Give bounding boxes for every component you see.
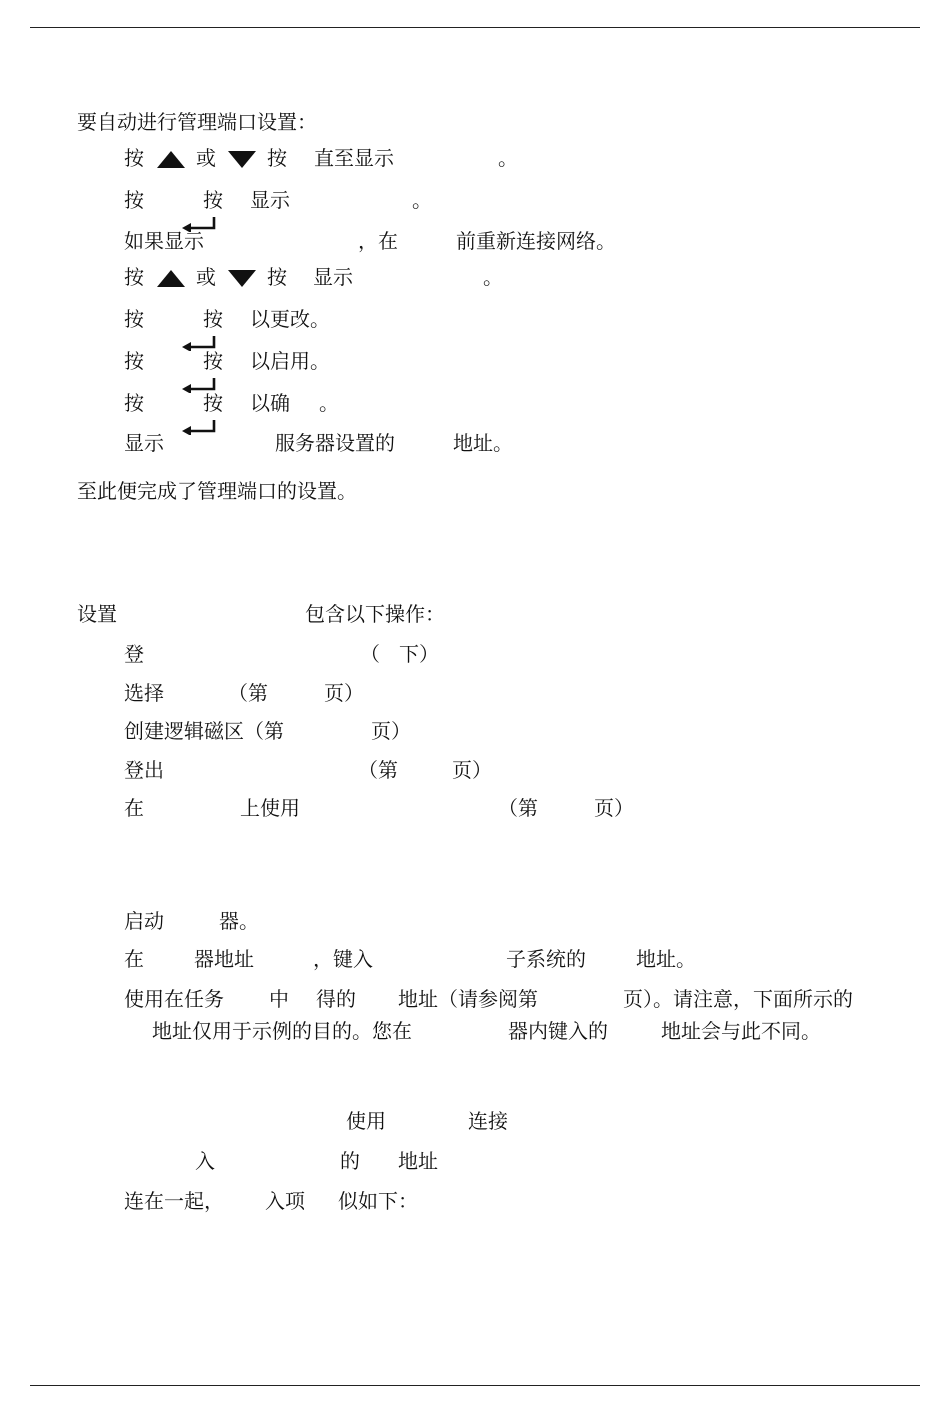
step4-text-c: 按 bbox=[267, 265, 287, 289]
step1-text-b: 或 bbox=[196, 146, 216, 170]
item4-text-c: 页） bbox=[452, 758, 492, 782]
down-arrow-icon bbox=[228, 151, 256, 171]
step3-text-a: 如果显示 bbox=[124, 229, 204, 253]
down-arrow-icon bbox=[228, 270, 256, 290]
s4-line1-text-a: 使用 bbox=[346, 1109, 386, 1133]
step2-text-c: 显示 bbox=[250, 188, 290, 212]
section3-step3-cont bbox=[152, 1019, 821, 1101]
s3-step3b-text-b: 器内键入的 bbox=[508, 1019, 608, 1043]
s3-step1-text-a: 启动 bbox=[124, 909, 164, 933]
item4-text-b: （第 bbox=[358, 758, 398, 782]
step7-text-a: 按 bbox=[124, 391, 144, 415]
step2-text-b: 按 bbox=[203, 188, 223, 212]
step6-text-c: 以启用。 bbox=[250, 349, 330, 373]
s4-line2-text-a: 入 bbox=[195, 1149, 215, 1173]
s3-step2-text-b: 器地址 bbox=[194, 947, 254, 971]
up-arrow-icon bbox=[157, 151, 185, 171]
item3-text-a: 创建逻辑磁区（第 bbox=[124, 719, 284, 743]
item1-text-a: 登 bbox=[124, 642, 144, 666]
s3-step3-text-d: 地址（请参阅第 bbox=[398, 987, 538, 1011]
step4-text-d: 显示 bbox=[313, 265, 353, 289]
step2-text-a: 按 bbox=[124, 188, 144, 212]
step4-text-e: 。 bbox=[483, 265, 503, 289]
step8-text-a: 显示 bbox=[124, 431, 164, 455]
step1-text-a: 按 bbox=[124, 146, 144, 170]
step5-text-b: 按 bbox=[203, 307, 223, 331]
bottom-rule bbox=[30, 1385, 920, 1386]
step2-text-d: 。 bbox=[412, 188, 432, 212]
step5-text-c: 以更改。 bbox=[250, 307, 330, 331]
section4-line3 bbox=[124, 1189, 418, 1271]
section2-intro bbox=[77, 602, 445, 664]
up-arrow-icon bbox=[157, 270, 185, 290]
section2-intro-b: 包含以下操作： bbox=[305, 602, 445, 626]
step8-text-c: 地址。 bbox=[453, 431, 513, 455]
item1-text-b: （ bbox=[360, 642, 380, 666]
section2-intro-a: 设置 bbox=[77, 602, 117, 626]
item5-text-c: （第 bbox=[498, 796, 538, 820]
step1-text-e: 。 bbox=[498, 146, 518, 170]
item5-text-d: 页） bbox=[594, 796, 634, 820]
s3-step2-text-e: 地址。 bbox=[636, 947, 696, 971]
s3-step3-text-c: 得的 bbox=[316, 987, 356, 1011]
s4-line2-text-c: 地址 bbox=[398, 1149, 438, 1173]
step4-text-a: 按 bbox=[124, 265, 144, 289]
s3-step3-text-e: 页）。请注意，下面所示的 bbox=[623, 987, 853, 1011]
item4-text-a: 登出 bbox=[124, 758, 164, 782]
item2-text-b: （第 bbox=[228, 681, 268, 705]
s4-line2-text-b: 的 bbox=[340, 1149, 360, 1173]
step8-text-b: 服务器设置的 bbox=[275, 431, 395, 455]
s4-line1-text-b: 连接 bbox=[468, 1109, 508, 1133]
s3-step2-text-d: 子系统的 bbox=[506, 947, 586, 971]
item3-text-b: 页） bbox=[371, 719, 411, 743]
step1-text-d: 直至显示 bbox=[314, 146, 394, 170]
step4-text-b: 或 bbox=[196, 265, 216, 289]
item2-text-a: 选择 bbox=[124, 681, 164, 705]
step3-text-c: 前重新连接网络。 bbox=[456, 229, 616, 253]
s3-step1-text-b: 器。 bbox=[219, 909, 259, 933]
s3-step3-text-b: 中 bbox=[269, 987, 289, 1011]
step6-text-b: 按 bbox=[203, 349, 223, 373]
s3-step3b-text-c: 地址会与此不同。 bbox=[661, 1019, 821, 1043]
s3-step3-text-a: 使用在任务 bbox=[124, 987, 224, 1011]
item1-text-c: 下） bbox=[399, 642, 439, 666]
step7-text-b: 按 bbox=[203, 391, 223, 415]
step7-text-d: 。 bbox=[319, 391, 339, 415]
s3-step2-text-a: 在 bbox=[124, 947, 144, 971]
s4-line3-text-b: 入项 bbox=[265, 1189, 305, 1213]
s4-line3-text-c: 似如下： bbox=[338, 1189, 418, 1213]
step3-text-b: ，在 bbox=[358, 229, 398, 253]
s3-step2-text-c: ，键入 bbox=[313, 947, 373, 971]
item5-text-a: 在 bbox=[124, 796, 144, 820]
s4-line3-text-a: 连在一起， bbox=[124, 1189, 224, 1213]
step7-text-c: 以确 bbox=[250, 391, 290, 415]
s3-step3b-text-a: 地址仅用于示例的目的。您在 bbox=[152, 1019, 412, 1043]
section1-done: 至此便完成了管理端口的设置。 bbox=[77, 479, 357, 503]
step6-text-a: 按 bbox=[124, 349, 144, 373]
section2-item5 bbox=[124, 796, 634, 898]
step5-text-a: 按 bbox=[124, 307, 144, 331]
step1-text-c: 按 bbox=[267, 146, 287, 170]
top-rule bbox=[30, 27, 920, 28]
item2-text-c: 页） bbox=[324, 681, 364, 705]
item5-text-b: 上使用 bbox=[240, 796, 300, 820]
section1-intro: 要自动进行管理端口设置： bbox=[77, 110, 317, 134]
